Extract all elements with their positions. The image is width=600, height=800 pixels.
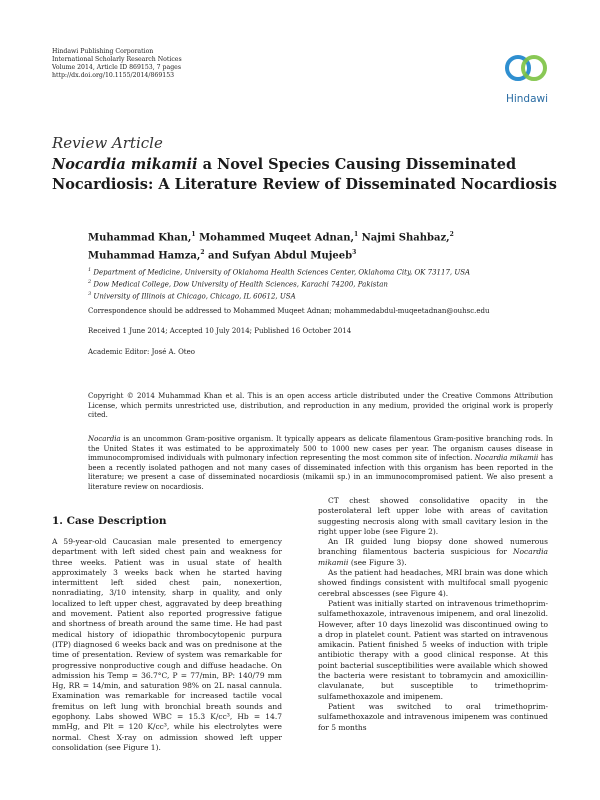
abstract [88,435,553,492]
affiliation-text: Department of Medicine, University of Oklahoma Health Sciences Center, Oklahoma City, OK 73117, USA [93,268,471,277]
title-line2: Nocardiosis: A Literature Review of Disseminated Nocardiosis [52,176,557,193]
affiliation-item [88,290,470,302]
paragraph: A 59-year-old Caucasian male presented to emergency department with left sided chest pain and weakness for three weeks. Patient was in usual state of health approximately 3 weeks back when he started having intermittent left sided chest pain, nonexertion, nonradiating, 3/10 intensity, sharp in quality, and only localized to left upper chest, aggravated by deep breathing and movement. Patient also reported progressive fatigue and shortness of breath around the same time. He had past medical history of idiopathic thrombocytopenic purpura (ITP) diagnosed 6 weeks back and was on prednisone at the time of presentation. Review of system was remarkable for progressive nonproductive cough and diffuse headache. On admission his Temp = 36.7°C, P = 77/min, BP: 140/79 mm Hg, RR = 14/min, and saturation 98% on 2L nasal cannula. Examination was remarkable for increased tactile vocal fremitus on left lung with bronchial breath sounds and egophony. Labs showed WBC = 15.3 K/cc³, Hb = 14.7 mmHg, and Plt = 120 K/cc³, while his electrolytes were normal. Chest X-ray on admission showed left upper consolidation (see Figure 1). [52,537,282,752]
author-name: Mohammed Muqeet Adnan, [195,232,354,244]
author-affil-mark: 2 [200,248,205,256]
right-column [318,496,548,733]
abstract-text: is an uncommon Gram-positive organism. It typically appears as delicate filamentous Gram-positive branching rods. In the United States it was estimated to be approximately 500 to 1000 new cases per year. The organism causes disease in immunocompromised individuals with pulmonary infection representing the most common site of infection. [88,435,553,462]
affiliation-number: 1 [88,267,92,273]
publication-info [52,48,182,80]
doi-link[interactable]: http://dx.doi.org/10.1155/2014/869153 [52,72,175,79]
title-species: Nocardia mikamii [52,156,198,173]
species-name: Nocardia mikamii [318,547,548,567]
affiliation-text: Dow Medical College, Dow University of Health Sciences, Karachi 74200, Pakistan [93,280,388,289]
abstract-italic-term: Nocardia [88,435,121,443]
author-affil-mark: 1 [191,231,196,238]
article-title [52,155,572,195]
copyright-notice: Copyright © 2014 Muhammad Khan et al. This is an open access article distributed under the Creative Commons Attribution License, which permits unrestricted use, distribution, and reproduction in any medium, provided the original work is properly cited. [88,392,553,419]
affiliation-item [88,278,470,290]
paragraph-text: An IR guided lung biopsy done showed numerous branching filamentous bacteria suspicious for [318,537,548,557]
affiliations [88,266,470,301]
publication-dates: Received 1 June 2014; Accepted 10 July 2014; Published 16 October 2014 [88,327,352,335]
author-name: and Sufyan Abdul Mujeeb [204,250,353,262]
author-affil-mark: 1 [353,231,359,238]
abstract-italic-term: Nocardia mikamii [474,454,539,462]
author-list [88,228,548,264]
title-line1-rest: a Novel Species Causing Disseminated [197,156,517,173]
author-affil-mark: 3 [352,248,357,256]
paragraph-text: (see Figure 3). [348,557,407,567]
section-heading: 1. Case Description [52,515,167,527]
paragraph [318,537,548,568]
author-affil-mark: 2 [449,231,454,238]
author-name: Muhammad Khan, [88,232,192,244]
left-column [52,515,282,753]
publisher-name: Hindawi Publishing Corporation [52,48,154,55]
article-type: Review Article [52,134,163,152]
correspondence: Correspondence should be addressed to Mohammed Muqeet Adnan; mohammedabdul-muqeetadnan@ouhsc.edu [88,307,490,315]
affiliation-number: 3 [88,290,92,297]
author-name: Najmi Shahbaz, [358,232,450,244]
affiliation-item [88,266,470,278]
volume-info: Volume 2014, Article ID 869153, 7 pages [52,64,182,71]
affiliation-text: University of Illinois at Chicago, Chicago, IL 60612, USA [93,291,296,300]
paragraph: Patient was initially started on intravenous trimethoprim-sulfamethoxazole, intravenous imipenem, and oral linezolid. However, after 10 days linezolid was discontinued owing to a drop in platelet count. Patient was started on intravenous amikacin. Patient finished 5 weeks of induction with triple antibiotic therapy with a good clinical response. At this point bacterial susceptibilities were available which showed the bacteria were resistant to tobramycin and amoxicillin-clavulanate, but susceptible to trimethoprim-sulfamethoxazole and imipenem. [318,598,548,701]
abstract-text: has been a recently isolated pathogen and not many cases of disseminated infection with this organism has been reported in the literature; we present a case of disseminated nocardiosis (mikamii sp.) in an immunocompromised patient. We also present a literature review on nocardiosis. [88,454,554,491]
journal-name: International Scholarly Research Notices [52,56,182,63]
paragraph: CT chest showed consolidative opacity in the posterolateral left upper lobe with areas of cavitation suggesting necrosis along with small cavitary lesion in the right upper lobe (see Figure 2). [318,496,548,536]
academic-editor: Academic Editor: José A. Oteo [88,348,195,356]
affiliation-number: 2 [88,278,92,285]
paragraph: Patient was switched to oral trimethoprim-sulfamethoxazole and intravenous imipenem was continued for 5 months [318,701,548,732]
logo-text: Hindawi [505,93,549,105]
paragraph: As the patient had headaches, MRI brain was done which showed findings consistent with multifocal small pyogenic cerebral abscesses (see Figure 4). [318,568,548,598]
author-name: Muhammad Hamza, [88,250,201,262]
